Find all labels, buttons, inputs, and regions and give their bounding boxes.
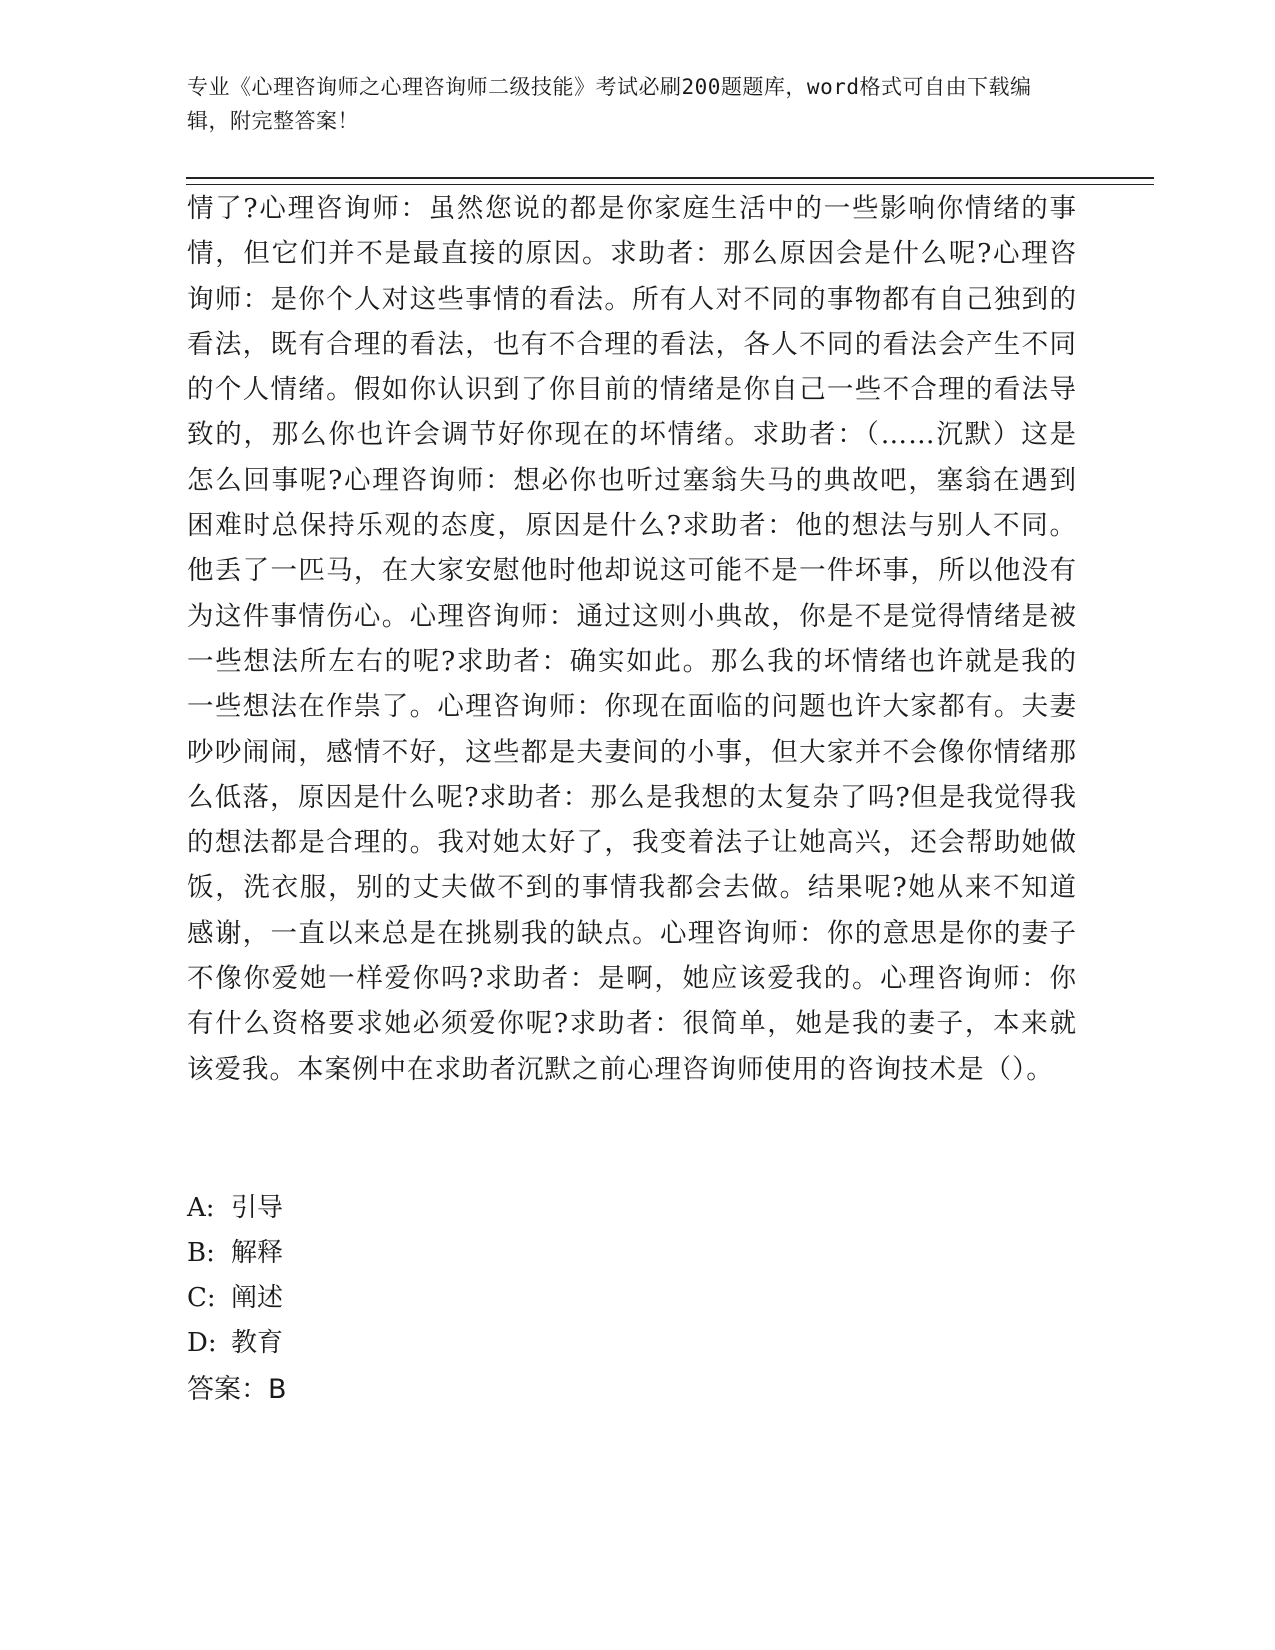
- option-d: [187, 1321, 283, 1366]
- question-text: 情了?心理咨询师：虽然您说的都是你家庭生活中的一些影响你情绪的事情，但它们并不是最直接的原因。求助者：那么原因会是什么呢?心理咨询师：是你个人对这些事情的看法。所有人对不同的事物都有自己独到的看法，既有合理的看法，也有不合理的看法，各人不同的看法会产生不同的个人情绪。假如你认识到了你目前的情绪是你自己一些不合理的看法导致的，那么你也许会调节好你现在的坏情绪。求助者：（……沉默）这是怎么回事呢?心理咨询师：想必你也听过塞翁失马的典故吧，塞翁在遇到困难时总保持乐观的态度，原因是什么?求助者：他的想法与别人不同。他丢了一匹马，在大家安慰他时他却说这可能不是一件坏事，所以他没有为这件事情伤心。心理咨询师：通过这则小典故，你是不是觉得情绪是被一些想法所左右的呢?求助者：确实如此。那么我的坏情绪也许就是我的一些想法在作祟了。心理咨询师：你现在面临的问题也许大家都有。夫妻吵吵闹闹，感情不好，这些都是夫妻间的小事，但大家并不会像你情绪那么低落，原因是什么呢?求助者：那么是我想的太复杂了吗?但是我觉得我的想法都是合理的。我对她太好了，我变着法子让她高兴，还会帮助她做饭，洗衣服，别的丈夫做不到的事情我都会去做。结果呢?她从来不知道感谢，一直以来总是在挑剔我的缺点。心理咨询师：你的意思是你的妻子不像你爱她一样爱你吗?求助者：是啊，她应该爱我的。心理咨询师：你有什么资格要求她必须爱你呢?求助者：很简单，她是我的妻子，本来就该爱我。本案例中在求助者沉默之前心理咨询师使用的咨询技术是（）。: [187, 193, 1077, 1085]
- answer-line: 答案：B: [187, 1374, 287, 1405]
- option-d-key: D:: [187, 1328, 217, 1358]
- answer-options: [187, 1186, 283, 1366]
- document-header: 专业《心理咨询师之心理咨询师二级技能》考试必刷200题题库，word格式可自由下载编辑，附完整答案！: [187, 75, 1032, 133]
- option-c-text: 阐述: [231, 1283, 284, 1313]
- option-a: [187, 1186, 283, 1231]
- option-c: [187, 1276, 283, 1321]
- option-b-key: B:: [187, 1238, 215, 1268]
- option-d-text: 教育: [231, 1328, 284, 1358]
- option-b: [187, 1231, 283, 1276]
- option-b-text: 解释: [231, 1238, 284, 1268]
- header-divider-thick: [186, 177, 1154, 179]
- header-divider-thin: [186, 184, 1154, 185]
- option-a-text: 引导: [231, 1193, 284, 1223]
- option-c-key: C:: [187, 1283, 216, 1313]
- option-a-key: A:: [187, 1193, 215, 1223]
